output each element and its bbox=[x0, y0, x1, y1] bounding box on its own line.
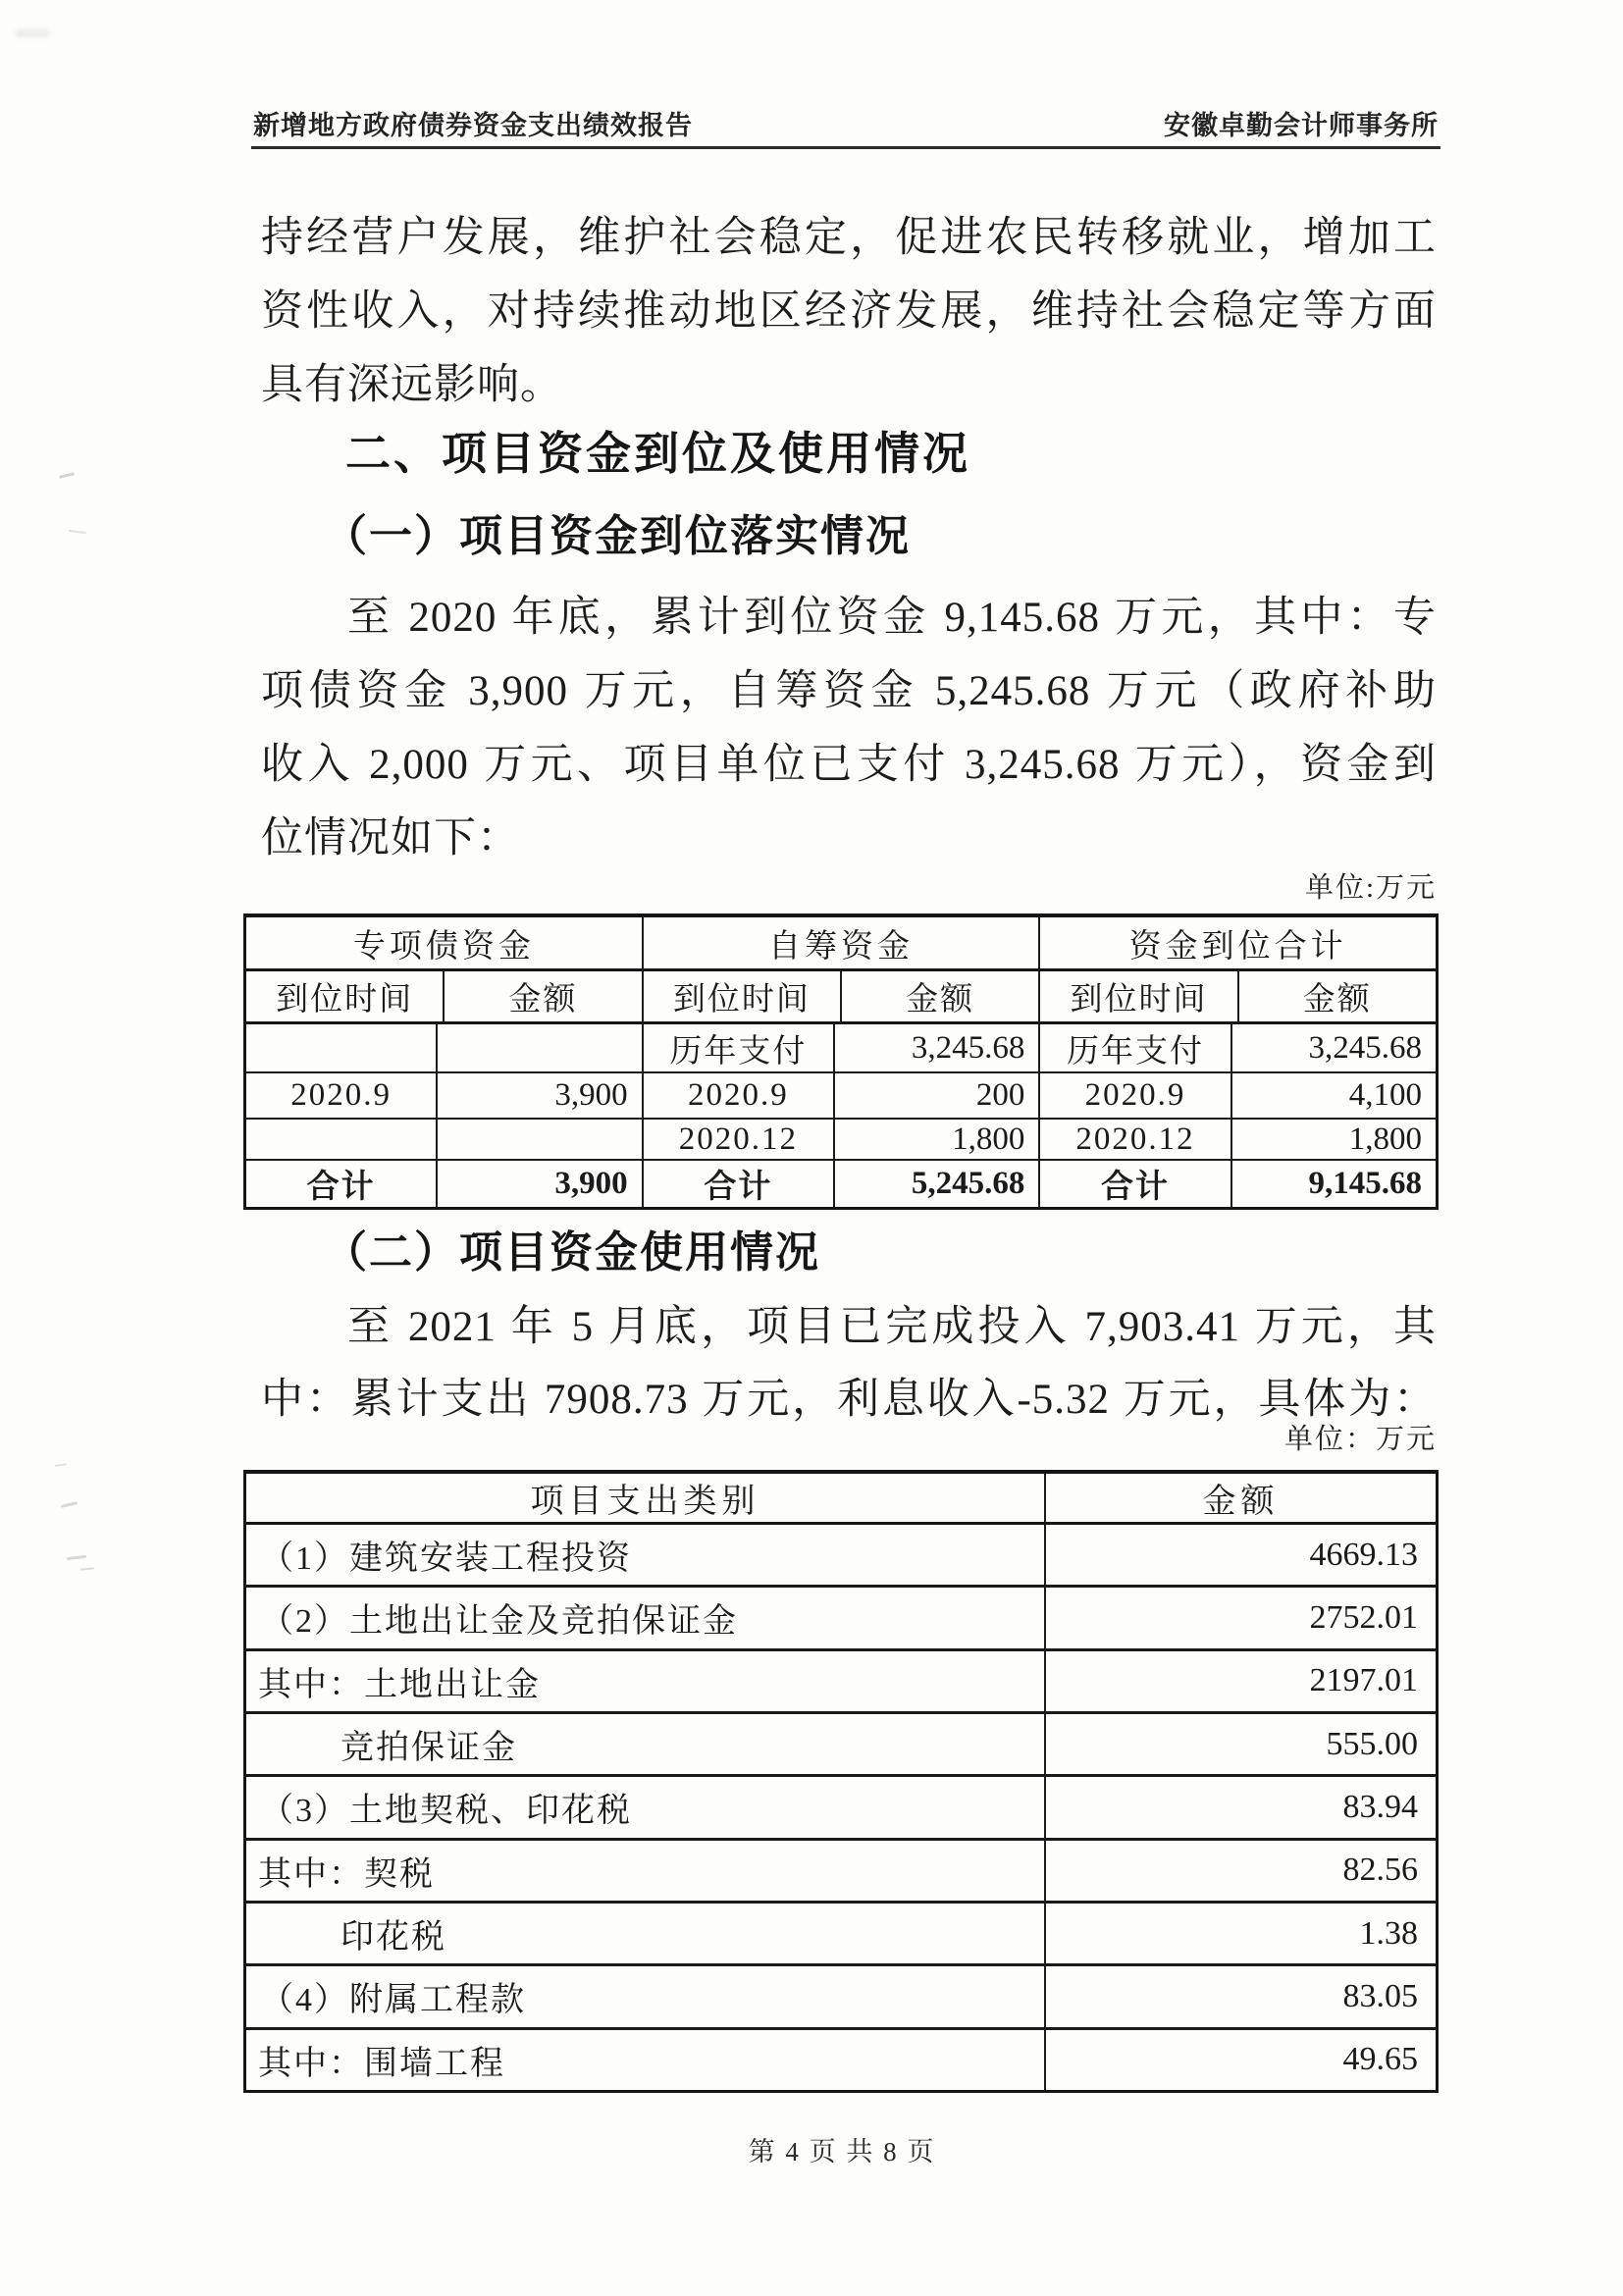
expense-category-cell: （4）附属工程款 bbox=[246, 1966, 1046, 2026]
table-cell bbox=[438, 1120, 643, 1159]
table-cell: 3,900 bbox=[438, 1161, 643, 1207]
header-rule bbox=[251, 146, 1440, 149]
group-header-cell: 自筹资金 bbox=[644, 917, 1041, 968]
paragraph-line: 持经营户发展，维护社会稳定，促进农民转移就业，增加工 bbox=[261, 215, 1437, 261]
running-header bbox=[253, 110, 1439, 143]
table-cell: 5,245.68 bbox=[835, 1161, 1040, 1207]
expense-amount-cell: 4669.13 bbox=[1309, 1536, 1418, 1573]
expense-amount-cell: 1.38 bbox=[1359, 1914, 1418, 1952]
expense-amount-cell: 2752.01 bbox=[1309, 1598, 1418, 1636]
scan-speck bbox=[67, 1555, 86, 1560]
intro-paragraph bbox=[261, 201, 1437, 422]
expense-amount-cell: 83.05 bbox=[1342, 1977, 1418, 2014]
table-cell: 2020.9 bbox=[644, 1073, 835, 1119]
paragraph-line: 收入 2,000 万元、项目单位已支付 3,245.68 万元），资金到 bbox=[261, 742, 1437, 788]
scan-speck bbox=[69, 530, 86, 534]
column-header-cell: 到位时间 bbox=[1040, 971, 1238, 1021]
column-header-cell: 到位时间 bbox=[644, 971, 842, 1021]
expense-table bbox=[243, 1470, 1439, 2093]
expense-category-cell: （3）土地契税、印花税 bbox=[246, 1777, 1046, 1837]
table-cell: 1,800 bbox=[835, 1120, 1040, 1159]
expense-table-header-row bbox=[246, 1474, 1436, 1525]
table-cell: 3,245.68 bbox=[835, 1024, 1040, 1070]
expense-amount-cell: 49.65 bbox=[1342, 2041, 1418, 2078]
scan-speck bbox=[80, 1567, 94, 1570]
table-row bbox=[246, 1714, 1436, 1777]
subsection1-title: （一）项目资金到位落实情况 bbox=[324, 512, 911, 560]
table-row bbox=[246, 1120, 1436, 1161]
table-row bbox=[246, 1904, 1436, 1966]
funding-table-group-header-row bbox=[246, 917, 1436, 971]
table-cell bbox=[246, 1024, 438, 1070]
column-header-cell: 金额 bbox=[842, 971, 1040, 1021]
funding-table bbox=[243, 913, 1439, 1210]
subsection2-title: （二）项目资金使用情况 bbox=[324, 1228, 820, 1277]
column-header-cell: 项目支出类别 bbox=[246, 1474, 1046, 1522]
table-cell bbox=[438, 1024, 643, 1070]
table-row bbox=[246, 1024, 1436, 1072]
expense-category-cell: 竞拍保证金 bbox=[246, 1714, 1046, 1774]
table-cell: 3,245.68 bbox=[1308, 1029, 1422, 1066]
table-cell: 4,100 bbox=[1348, 1076, 1422, 1113]
scan-smudge bbox=[16, 29, 49, 37]
expense-amount-cell: 83.94 bbox=[1342, 1788, 1418, 1825]
table-cell: 2020.9 bbox=[1040, 1073, 1231, 1119]
paragraph-line: 具有深远影响。 bbox=[261, 362, 563, 408]
table-row bbox=[246, 1966, 1436, 2029]
column-header-cell: 金额 bbox=[1302, 982, 1372, 1018]
column-header-cell: 金额 bbox=[445, 971, 643, 1021]
table-cell: 合计 bbox=[246, 1161, 438, 1207]
paragraph-line: 至 2020 年底，累计到位资金 9,145.68 万元，其中：专 bbox=[347, 595, 1437, 641]
paragraph-line: 中：累计支出 7908.73 万元，利息收入-5.32 万元，具体为： bbox=[261, 1377, 1437, 1423]
table-cell: 2020.9 bbox=[246, 1073, 438, 1119]
running-header-firm: 安徽卓勤会计师事务所 bbox=[1164, 111, 1439, 140]
section-title: 二、项目资金到位及使用情况 bbox=[345, 429, 970, 479]
paragraph-line: 位情况如下： bbox=[261, 815, 520, 861]
scan-speck bbox=[55, 1463, 67, 1467]
table-row bbox=[246, 1651, 1436, 1714]
column-header-cell: 金额 bbox=[1202, 1484, 1280, 1520]
table-cell: 9,145.68 bbox=[1308, 1166, 1422, 1202]
paragraph-line: 项债资金 3,900 万元，自筹资金 5,245.68 万元（政府补助 bbox=[261, 668, 1437, 714]
expense-amount-cell: 555.00 bbox=[1326, 1725, 1418, 1762]
expense-category-cell: （1）建筑安装工程投资 bbox=[246, 1525, 1046, 1585]
scan-speck bbox=[61, 1501, 78, 1508]
expense-category-cell: 其中：围墙工程 bbox=[246, 2030, 1046, 2090]
unit-label-funding: 单位:万元 bbox=[1304, 872, 1437, 904]
table-cell: 合计 bbox=[1040, 1161, 1231, 1207]
expense-category-cell: 其中：土地出让金 bbox=[246, 1651, 1046, 1711]
expense-category-cell: 其中：契税 bbox=[246, 1841, 1046, 1901]
table-cell: 3,900 bbox=[438, 1073, 643, 1119]
table-cell: 200 bbox=[835, 1073, 1040, 1119]
page-number: 第 4 页 共 8 页 bbox=[748, 2137, 936, 2166]
table-cell: 历年支付 bbox=[644, 1024, 835, 1070]
table-cell: 合计 bbox=[644, 1161, 835, 1207]
table-cell: 2020.12 bbox=[644, 1120, 835, 1159]
unit-label-expense: 单位：万元 bbox=[1283, 1424, 1437, 1455]
paragraph-line: 至 2021 年 5 月底，项目已完成投入 7,903.41 万元，其 bbox=[347, 1304, 1437, 1350]
group-header-cell: 专项债资金 bbox=[246, 917, 644, 968]
table-cell: 1,800 bbox=[1348, 1121, 1422, 1157]
scan-speck bbox=[59, 472, 75, 479]
funding-table-column-header-row bbox=[246, 971, 1436, 1024]
table-cell: 历年支付 bbox=[1040, 1024, 1231, 1070]
table-cell: 2020.12 bbox=[1040, 1120, 1231, 1159]
table-row bbox=[246, 1777, 1436, 1840]
subsection1-paragraph bbox=[261, 581, 1437, 875]
expense-amount-cell: 82.56 bbox=[1342, 1852, 1418, 1889]
table-total-row bbox=[246, 1161, 1436, 1207]
expense-category-cell: 印花税 bbox=[246, 1904, 1046, 1963]
column-header-cell: 到位时间 bbox=[246, 971, 445, 1021]
subsection2-paragraph bbox=[261, 1291, 1437, 1436]
running-header-title: 新增地方政府债券资金支出绩效报告 bbox=[253, 111, 693, 140]
table-row bbox=[246, 2030, 1436, 2090]
table-row bbox=[246, 1841, 1436, 1904]
paragraph-line: 资性收入，对持续推动地区经济发展，维持社会稳定等方面 bbox=[261, 288, 1437, 335]
table-row bbox=[246, 1588, 1436, 1650]
table-row bbox=[246, 1073, 1436, 1121]
group-header-cell: 资金到位合计 bbox=[1128, 928, 1347, 965]
expense-category-cell: （2）土地出让金及竞拍保证金 bbox=[246, 1588, 1046, 1647]
table-cell bbox=[246, 1120, 438, 1159]
table-row bbox=[246, 1525, 1436, 1588]
expense-amount-cell: 2197.01 bbox=[1309, 1662, 1418, 1699]
